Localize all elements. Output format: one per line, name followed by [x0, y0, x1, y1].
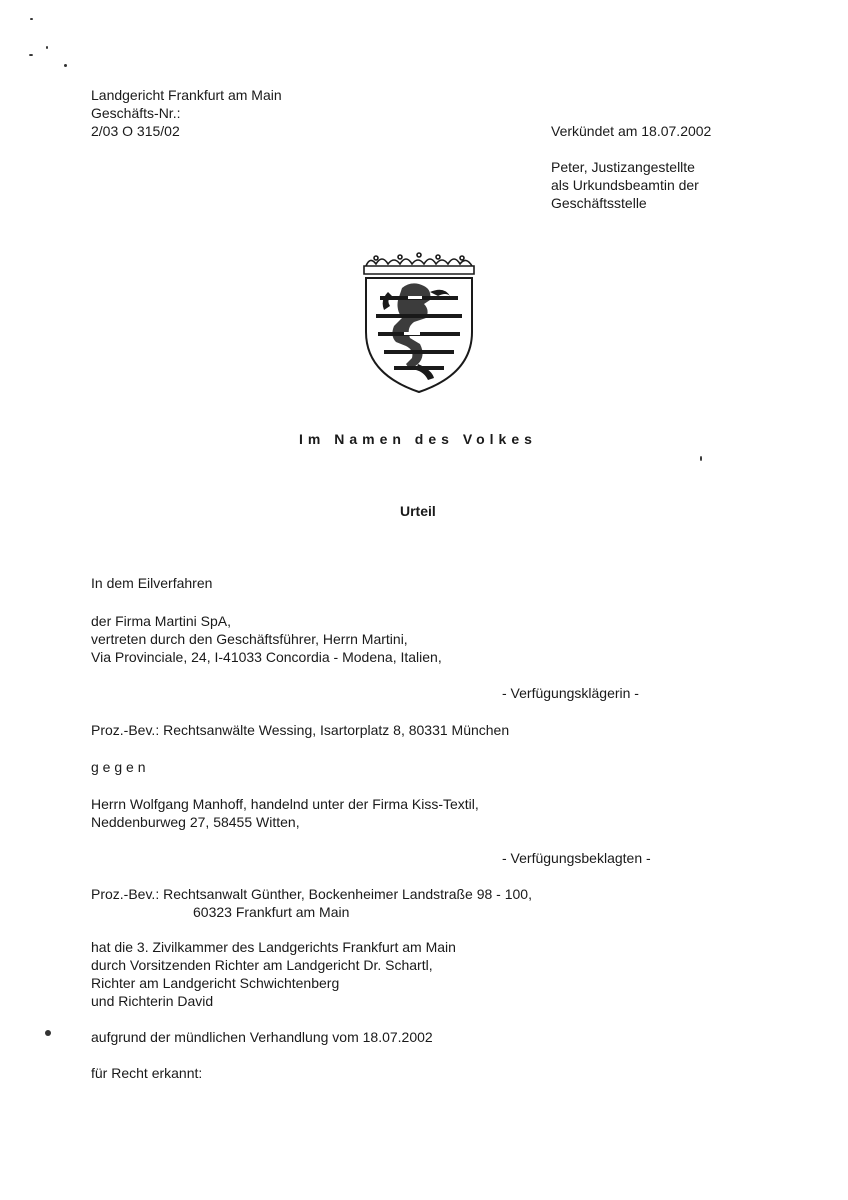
scan-speck: [64, 64, 67, 67]
coat-of-arms-icon: [358, 252, 480, 396]
case-number: 2/03 O 315/02: [91, 123, 180, 139]
plaintiff-counsel: Proz.-Bev.: Rechtsanwälte Wessing, Isartorplatz 8, 80331 München: [91, 722, 510, 738]
defendant-line-2: Neddenburweg 27, 58455 Witten,: [91, 814, 300, 830]
plaintiff-line-3: Via Provinciale, 24, I-41033 Concordia - Modena, Italien,: [91, 649, 442, 665]
defendant-role: - Verfügungsbeklagten -: [502, 850, 651, 866]
scan-speck: [700, 456, 702, 461]
chamber-line-1: hat die 3. Zivilkammer des Landgerichts Frankfurt am Main: [91, 939, 456, 955]
case-label: Geschäfts-Nr.:: [91, 105, 181, 121]
announcement-date: Verkündet am 18.07.2002: [551, 123, 712, 139]
defendant-counsel-line-1: Proz.-Bev.: Rechtsanwalt Günther, Bockenheimer Landstraße 98 - 100,: [91, 886, 532, 902]
plaintiff-role: - Verfügungsklägerin -: [502, 685, 639, 701]
scan-speck: [45, 1030, 51, 1036]
hearing-line: aufgrund der mündlichen Verhandlung vom 18.07.2002: [91, 1029, 433, 1045]
scan-speck: [29, 54, 33, 56]
judgment-title: Urteil: [400, 503, 436, 519]
clerk-line-3: Geschäftsstelle: [551, 195, 647, 211]
plaintiff-line-2: vertreten durch den Geschäftsführer, Herrn Martini,: [91, 631, 408, 647]
scan-speck: [30, 18, 33, 20]
chamber-line-3: Richter am Landgericht Schwichtenberg: [91, 975, 340, 991]
verdict-intro: für Recht erkannt:: [91, 1065, 203, 1081]
chamber-line-4: und Richterin David: [91, 993, 214, 1009]
plaintiff-line-1: der Firma Martini SpA,: [91, 613, 232, 629]
in-name-of-people-heading: Im Namen des Volkes: [299, 431, 537, 447]
chamber-line-2: durch Vorsitzenden Richter am Landgericht Dr. Schartl,: [91, 957, 433, 973]
defendant-line-1: Herrn Wolfgang Manhoff, handelnd unter der Firma Kiss-Textil,: [91, 796, 479, 812]
clerk-line-2: als Urkundsbeamtin der: [551, 177, 699, 193]
versus-label: g e g e n: [91, 759, 146, 775]
defendant-counsel-line-2: 60323 Frankfurt am Main: [193, 904, 350, 920]
proceedings-intro: In dem Eilverfahren: [91, 575, 213, 591]
scan-speck: [46, 46, 48, 49]
court-name: Landgericht Frankfurt am Main: [91, 87, 282, 103]
clerk-line-1: Peter, Justizangestellte: [551, 159, 695, 175]
